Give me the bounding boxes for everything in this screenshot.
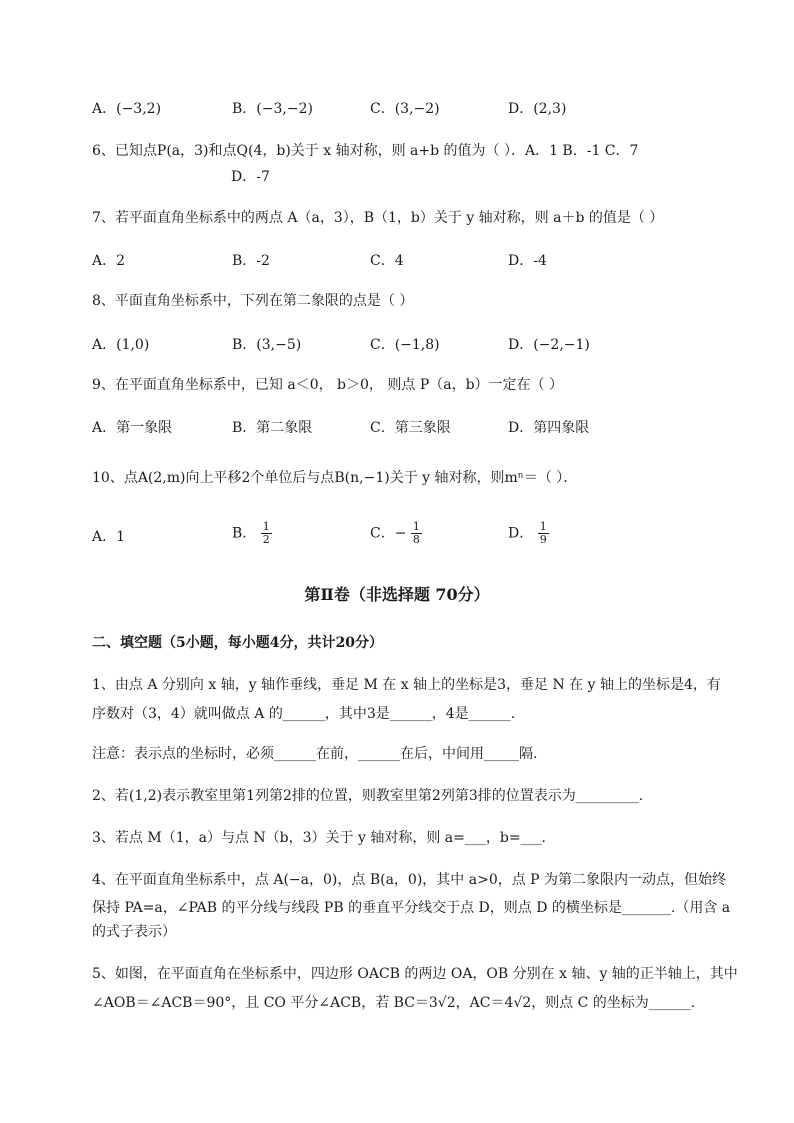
q9-option-d[interactable]: D．第四象限 [508, 420, 590, 436]
f3-stem: 3、若点 M（1，a）与点 N（b，3）关于 y 轴对称，则 a=___，b=___. [92, 830, 546, 846]
q5-option-b[interactable]: B．(−3,−2) [232, 101, 313, 117]
q5-option-a[interactable]: A．(−3,2) [92, 101, 162, 117]
q10-option-d[interactable] [508, 521, 549, 546]
f4-line2: 保持 PA=a，∠PAB 的平分线与线段 PB 的垂直平分线交于点 D，则点 D 的横坐标是_______.（用含 a [92, 900, 731, 916]
q8-option-b[interactable]: B．(3,−5) [232, 337, 302, 353]
q7-options [92, 251, 712, 271]
q8-options [92, 335, 712, 355]
q10-option-c-label: C． [370, 525, 395, 542]
fraction-denominator: 9 [539, 533, 547, 546]
minus-sign: − [394, 525, 407, 542]
q6-stem: 6、已知点P(a，3)和点Q(4，b)关于 x 轴对称，则 a+b 的值为（ ）．A．1 B．-1 C．7 [92, 143, 639, 159]
q7-option-b[interactable]: B．-2 [232, 253, 270, 269]
q7-stem: 7、若平面直角坐标系中的两点 A（a，3），B（1，b）关于 y 轴对称，则 a＋b 的值是（ ） [92, 210, 664, 226]
q10-option-c[interactable] [370, 521, 422, 546]
q10-option-d-label: D． [508, 525, 534, 542]
q9-option-b[interactable]: B．第二象限 [232, 420, 313, 436]
f5-line1: 5、如图，在平面直角在坐标系中，四边形 OACB 的两边 OA，OB 分别在 x 轴、y 轴的正半轴上，其中 [92, 966, 738, 982]
q9-option-c[interactable]: C．第三象限 [370, 420, 451, 436]
f1-line2: 序数对（3，4）就叫做点 A 的______，其中3是______，4是______. [92, 706, 516, 722]
q7-option-d[interactable]: D．-4 [508, 253, 547, 269]
q7-option-a[interactable]: A．2 [92, 253, 126, 269]
f5-line2: ∠AOB＝∠ACB＝90°，且 CO 平分∠ACB，若 BC＝3√2，AC＝4√2，则点 C 的坐标为______. [92, 995, 696, 1011]
f1-note: 注意：表示点的坐标时，必须______在前，______在后，中间用_____隔. [92, 746, 538, 762]
section2-heading: 二、填空题（5小题，每小题4分，共计20分） [92, 635, 383, 651]
f4-line3: 的式子表示） [92, 924, 176, 940]
q8-option-d[interactable]: D．(−2,−1) [508, 337, 590, 353]
q8-option-a[interactable]: A．(1,0) [92, 337, 150, 353]
q5-options [92, 99, 712, 119]
q10-option-b[interactable] [232, 521, 272, 546]
fraction-denominator: 2 [262, 533, 270, 546]
q7-option-c[interactable]: C．4 [370, 253, 404, 269]
f2-stem: 2、若(1,2)表示教室里第1列第2排的位置，则教室里第2列第3排的位置表示为_________. [92, 788, 644, 804]
q9-stem: 9、在平面直角坐标系中，已知 a＜0， b＞0， 则点 P（a，b）一定在（ ） [92, 377, 564, 393]
q10-option-d-fraction [538, 521, 549, 546]
q9-options [92, 418, 712, 438]
q10-options [92, 520, 712, 553]
q5-option-d[interactable]: D．(2,3) [508, 101, 567, 117]
q8-stem: 8、平面直角坐标系中，下列在第二象限的点是（ ） [92, 293, 414, 309]
q8-option-c[interactable]: C．(−1,8) [370, 337, 440, 353]
part2-title: 第Ⅱ卷（非选择题 70分） [304, 585, 490, 604]
q10-option-a[interactable]: A．1 [92, 529, 126, 545]
f4-line1: 4、在平面直角坐标系中，点 A(−a，0)，点 B(a，0)，其中 a>0，点 P 为第二象限内一动点，但始终 [92, 872, 727, 888]
q10-option-b-label: B． [232, 525, 257, 542]
fraction-numerator: 1 [539, 520, 547, 533]
q10-option-c-fraction [411, 521, 422, 546]
q9-option-a[interactable]: A．第一象限 [92, 420, 173, 436]
q10-stem: 10、点A(2,m)向上平移2个单位后与点B(n,−1)关于 y 轴对称，则mⁿ＝（ ）． [92, 470, 578, 486]
q6-option-d[interactable]: D．-7 [231, 169, 270, 185]
f1-line1: 1、由点 A 分别向 x 轴，y 轴作垂线，垂足 M 在 x 轴上的坐标是3，垂足 N 在 y 轴上的坐标是4，有 [92, 677, 721, 693]
q10-option-b-fraction [261, 521, 272, 546]
fraction-numerator: 1 [262, 520, 270, 533]
q5-option-c[interactable]: C．(3,−2) [370, 101, 440, 117]
fraction-numerator: 1 [412, 520, 420, 533]
fraction-denominator: 8 [412, 533, 420, 546]
